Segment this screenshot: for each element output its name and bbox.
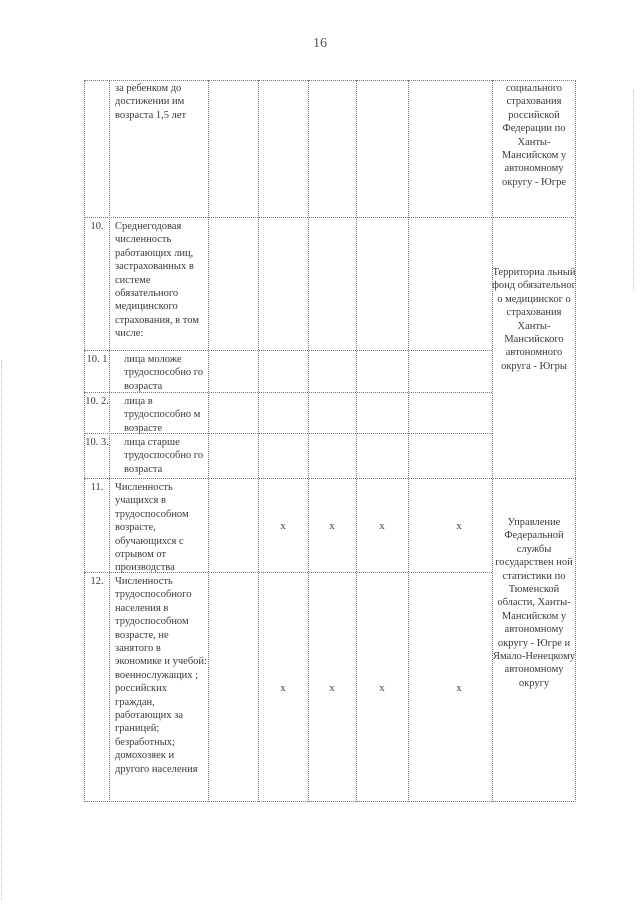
not-applicable-mark: x [280, 682, 286, 694]
row-number: 12. [90, 576, 104, 587]
not-applicable-mark: x [329, 520, 335, 532]
column-rule [308, 80, 309, 802]
column-rule [208, 80, 209, 802]
not-applicable-mark: x [280, 520, 286, 532]
indicator-table [84, 80, 576, 802]
column-rule [356, 80, 357, 802]
column-rule [258, 80, 259, 802]
row-rule [84, 478, 576, 479]
row-number: 11. [90, 482, 104, 493]
row-description: Численность учащихся в трудоспособном возрасте, обучающихся с отрывом от производства [115, 482, 189, 574]
row-number: 10. 1 [86, 354, 108, 365]
row-rule [84, 80, 576, 81]
row-rule [84, 217, 576, 218]
source-organization: Территориа льный фонд обязательног о медицинског о страхования Ханты-Мансийского автономного округа - Югры [492, 267, 576, 372]
source-organization: Управление Федеральной службы государствен ной статистики по Тюменской области, Ханты-Мансийском у автономному округу - Югре и Ямало-Ненецкому автономному округу [493, 517, 575, 689]
row-number: 10. [90, 221, 104, 232]
column-rule [408, 80, 409, 802]
scan-edge [633, 90, 635, 290]
source-organization: социального страхования российской Федерации по Ханты-Мансийском у автономному округу - Югре [501, 83, 567, 188]
row-number: 10. 2. [85, 396, 109, 407]
row-description: Среднегодовая численность работающих лиц, застрахованных в системе обязательного медицинского страхования, в том числе: [115, 221, 199, 340]
not-applicable-mark: x [456, 520, 462, 532]
row-rule [84, 801, 576, 802]
column-rule [109, 80, 110, 802]
row-description: лица в трудоспособно м возрасте [124, 396, 201, 434]
row-description: лица моложе трудоспособно го возраста [124, 354, 204, 392]
row-number: 10. 3. [85, 437, 109, 448]
not-applicable-mark: x [379, 682, 385, 694]
row-rule [84, 350, 492, 351]
not-applicable-mark: x [456, 682, 462, 694]
not-applicable-mark: x [329, 682, 335, 694]
scan-edge [1, 360, 3, 900]
row-description: Численность трудоспособного населения в трудоспособном возрасте, не занятого в экономике и учебой: военнослужащих ; российских граждан, работающих за границей; безработных; домохозяек и другого населения [115, 576, 207, 775]
page-number: 16 [313, 36, 327, 51]
not-applicable-mark: x [379, 520, 385, 532]
row-description: за ребенком до достижении им возраста 1,5 лет [115, 83, 187, 121]
row-description: лица старше трудоспособно го возраста [124, 437, 204, 475]
